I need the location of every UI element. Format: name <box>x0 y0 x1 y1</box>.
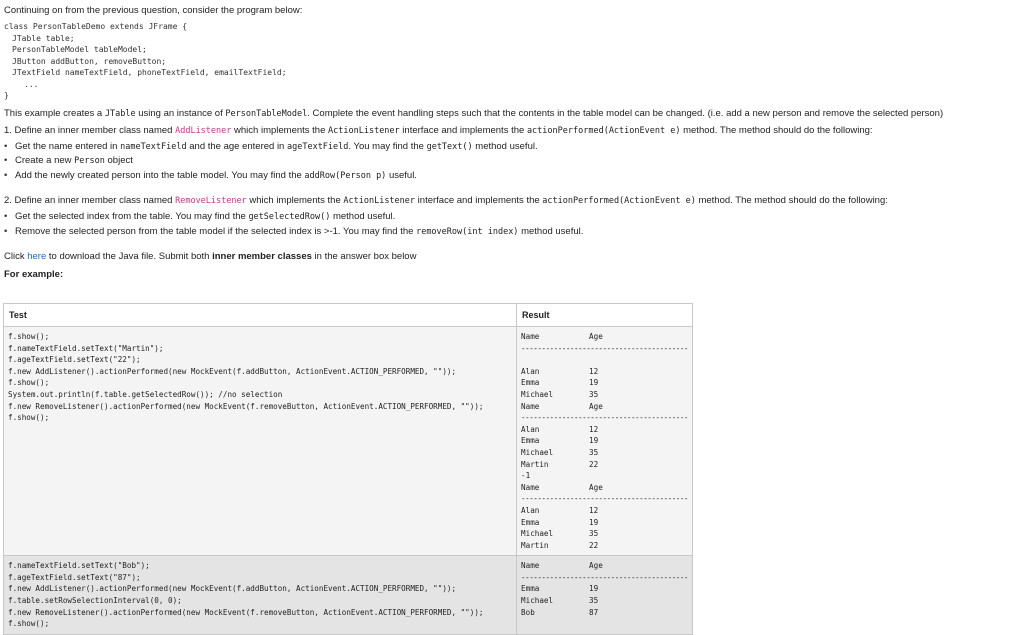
list-item: • Add the newly created person into the table model. You may find the addRow(Person p) useful. <box>4 169 1020 184</box>
test-header: Test <box>4 304 517 327</box>
code-line: JTable table; <box>12 33 75 43</box>
question-page <box>0 0 1024 281</box>
download-link[interactable]: here <box>27 251 47 262</box>
result-cell: Name Age ----------------------------------------- Alan 12 Emma 19 Michael 35 Name Age ----------------------------------------- Alan 12 Emma 19 Michael 35 Martin 22 -1 Name Age ----------------------------------------- Alan 12 Emma 19 Michael 35 Martin 22 <box>517 327 693 556</box>
intro-text: Continuing on from the previous question, consider the program below: <box>4 5 303 16</box>
list-item: • Get the selected index from the table. You may find the getSelectedRow() method useful. <box>4 210 1020 225</box>
download-text: Click here to download the Java file. Submit both inner member classes in the answer box below <box>4 251 417 262</box>
step1-text: 1. Define an inner member class named AddListener which implements the ActionListener interface and implements the actionPerformed(ActionEvent e) method. The method should do the following: <box>4 124 873 136</box>
table-row <box>4 556 693 635</box>
step2-bullets <box>4 210 1020 239</box>
step1-bullets <box>4 140 1020 184</box>
example-table <box>3 303 693 635</box>
code-line: ... <box>24 79 39 89</box>
code-line: PersonTableModel tableModel; <box>12 45 147 54</box>
code-listing <box>4 21 1020 102</box>
list-item: • Create a new Person object <box>4 154 1020 169</box>
code-line: } <box>4 91 9 100</box>
description: This example creates a JTable using an instance of PersonTableModel. Complete the event handling steps such that the contents in the table model can be changed. (i.e. add a new person and remove the selected person) <box>4 107 944 119</box>
code-line: JTextField nameTextField, phoneTextField, emailTextField; <box>12 68 287 77</box>
list-item: • Remove the selected person from the table model if the selected index is >-1. You may find the removeRow(int index) method useful. <box>4 225 1020 240</box>
result-header: Result <box>517 304 693 327</box>
table-row <box>4 327 693 556</box>
for-example-label: For example: <box>4 269 64 280</box>
code-line: JButton addButton, removeButton; <box>12 56 167 66</box>
step2-text: 2. Define an inner member class named RemoveListener which implements the ActionListener interface and implements the actionPerformed(ActionEvent e) method. The method should do the following: <box>4 195 888 206</box>
list-item: • Get the name entered in nameTextField and the age entered in ageTextField. You may find the getText() method useful. <box>4 140 1020 155</box>
result-cell: Name Age ----------------------------------------- Emma 19 Michael 35 Bob 87 <box>517 556 693 635</box>
code-line: class PersonTableDemo extends JFrame { <box>4 22 188 31</box>
test-cell: f.show(); f.nameTextField.setText("Martin"); f.ageTextField.setText("22"); f.new AddListener().actionPerformed(new MockEvent(f.addButton, ActionEvent.ACTION_PERFORMED, "")); f.show(); System.out.println(f.table.getSelectedRow()); //no selection f.new RemoveListener().actionPerformed(new MockEvent(f.removeButton, ActionEvent.ACTION_PERFORMED, "")); f.show(); <box>4 327 517 556</box>
test-cell: f.nameTextField.setText("Bob"); f.ageTextField.setText("87"); f.new AddListener().actionPerformed(new MockEvent(f.addButton, ActionEvent.ACTION_PERFORMED, "")); f.table.setRowSelectionInterval(0, 0); f.new RemoveListener().actionPerformed(new MockEvent(f.removeButton, ActionEvent.ACTION_PERFORMED, "")); f.show(); <box>4 556 517 635</box>
